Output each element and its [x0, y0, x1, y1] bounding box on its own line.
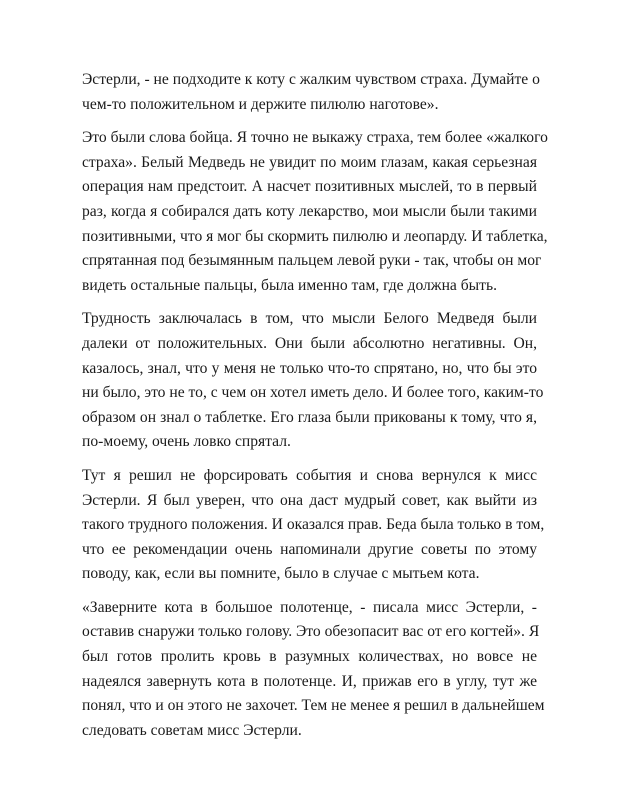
text-line: образом он знал о таблетке. Его глаза были прикованы к тому, что я, [82, 408, 537, 426]
text-line: следовать советам мисс Эстерли. [82, 721, 302, 739]
text-line: по-моему, очень ловко спрятал. [82, 433, 291, 451]
text-line: позитивными, что я мог бы скормить пилюлю и леопарду. И таблетка, [82, 227, 548, 245]
text-line: видеть остальные пальцы, была именно там, где должна быть. [82, 276, 497, 294]
text-line: далеки от положительных. Они были абсолютно негативны. Он, [82, 334, 537, 352]
paragraph-5 [82, 596, 545, 744]
text-line: чем-то положительном и держите пилюлю наготове». [82, 95, 439, 113]
text-line: понял, что и он этого не захочет. Тем не менее я решил в дальнейшем [82, 697, 545, 715]
text-line: поводу, как, если вы помните, было в случае с мытьем кота. [82, 565, 480, 583]
text-line: ни было, это не то, с чем он хотел иметь дело. И более того, каким-то [82, 384, 544, 402]
text-line: раз, когда я собирался дать коту лекарство, мои мысли были такими [82, 202, 537, 220]
text-line: такого трудного положения. И оказался прав. Беда была только в том, [82, 516, 545, 534]
text-line: Трудность заключалась в том, что мысли Белого Медведя были [82, 310, 537, 328]
text-line: казалось, знал, что у меня не только что-то спрятано, но, что бы это [82, 359, 537, 377]
document-page [82, 68, 548, 752]
text-line: был готов пролить кровь в разумных количествах, но вовсе не [82, 648, 537, 666]
text-line: оставив снаружи только голову. Это обезопасит вас от его когтей». Я [82, 623, 540, 641]
text-line: Это были слова бойца. Я точно не выкажу страха, тем более «жалкого [82, 129, 548, 147]
text-line: надеялся завернуть кота в полотенце. И, прижав его в углу, тут же [82, 672, 537, 690]
text-line: страха». Белый Медведь не увидит по моим глазам, какая серьезная [82, 153, 537, 171]
text-line: «Заверните кота в большое полотенце, - писала мисс Эстерли, - [82, 598, 537, 616]
paragraph-3 [82, 307, 544, 455]
paragraph-2 [82, 126, 548, 298]
paragraph-4 [82, 464, 545, 587]
text-line: спрятанная под безымянным пальцем левой руки - так, чтобы он мог [82, 252, 542, 270]
text-line: Тут я решил не форсировать события и снова вернулся к мисс [82, 466, 537, 484]
paragraph-1 [82, 68, 540, 117]
text-line: что ее рекомендации очень напоминали другие советы по этому [82, 540, 537, 558]
text-line: Эстерли. Я был уверен, что она даст мудрый совет, как выйти из [82, 491, 537, 509]
text-line: операция нам предстоит. А насчет позитивных мыслей, то в первый [82, 178, 537, 196]
text-line: Эстерли, - не подходите к коту с жалким чувством страха. Думайте о [82, 71, 540, 88]
